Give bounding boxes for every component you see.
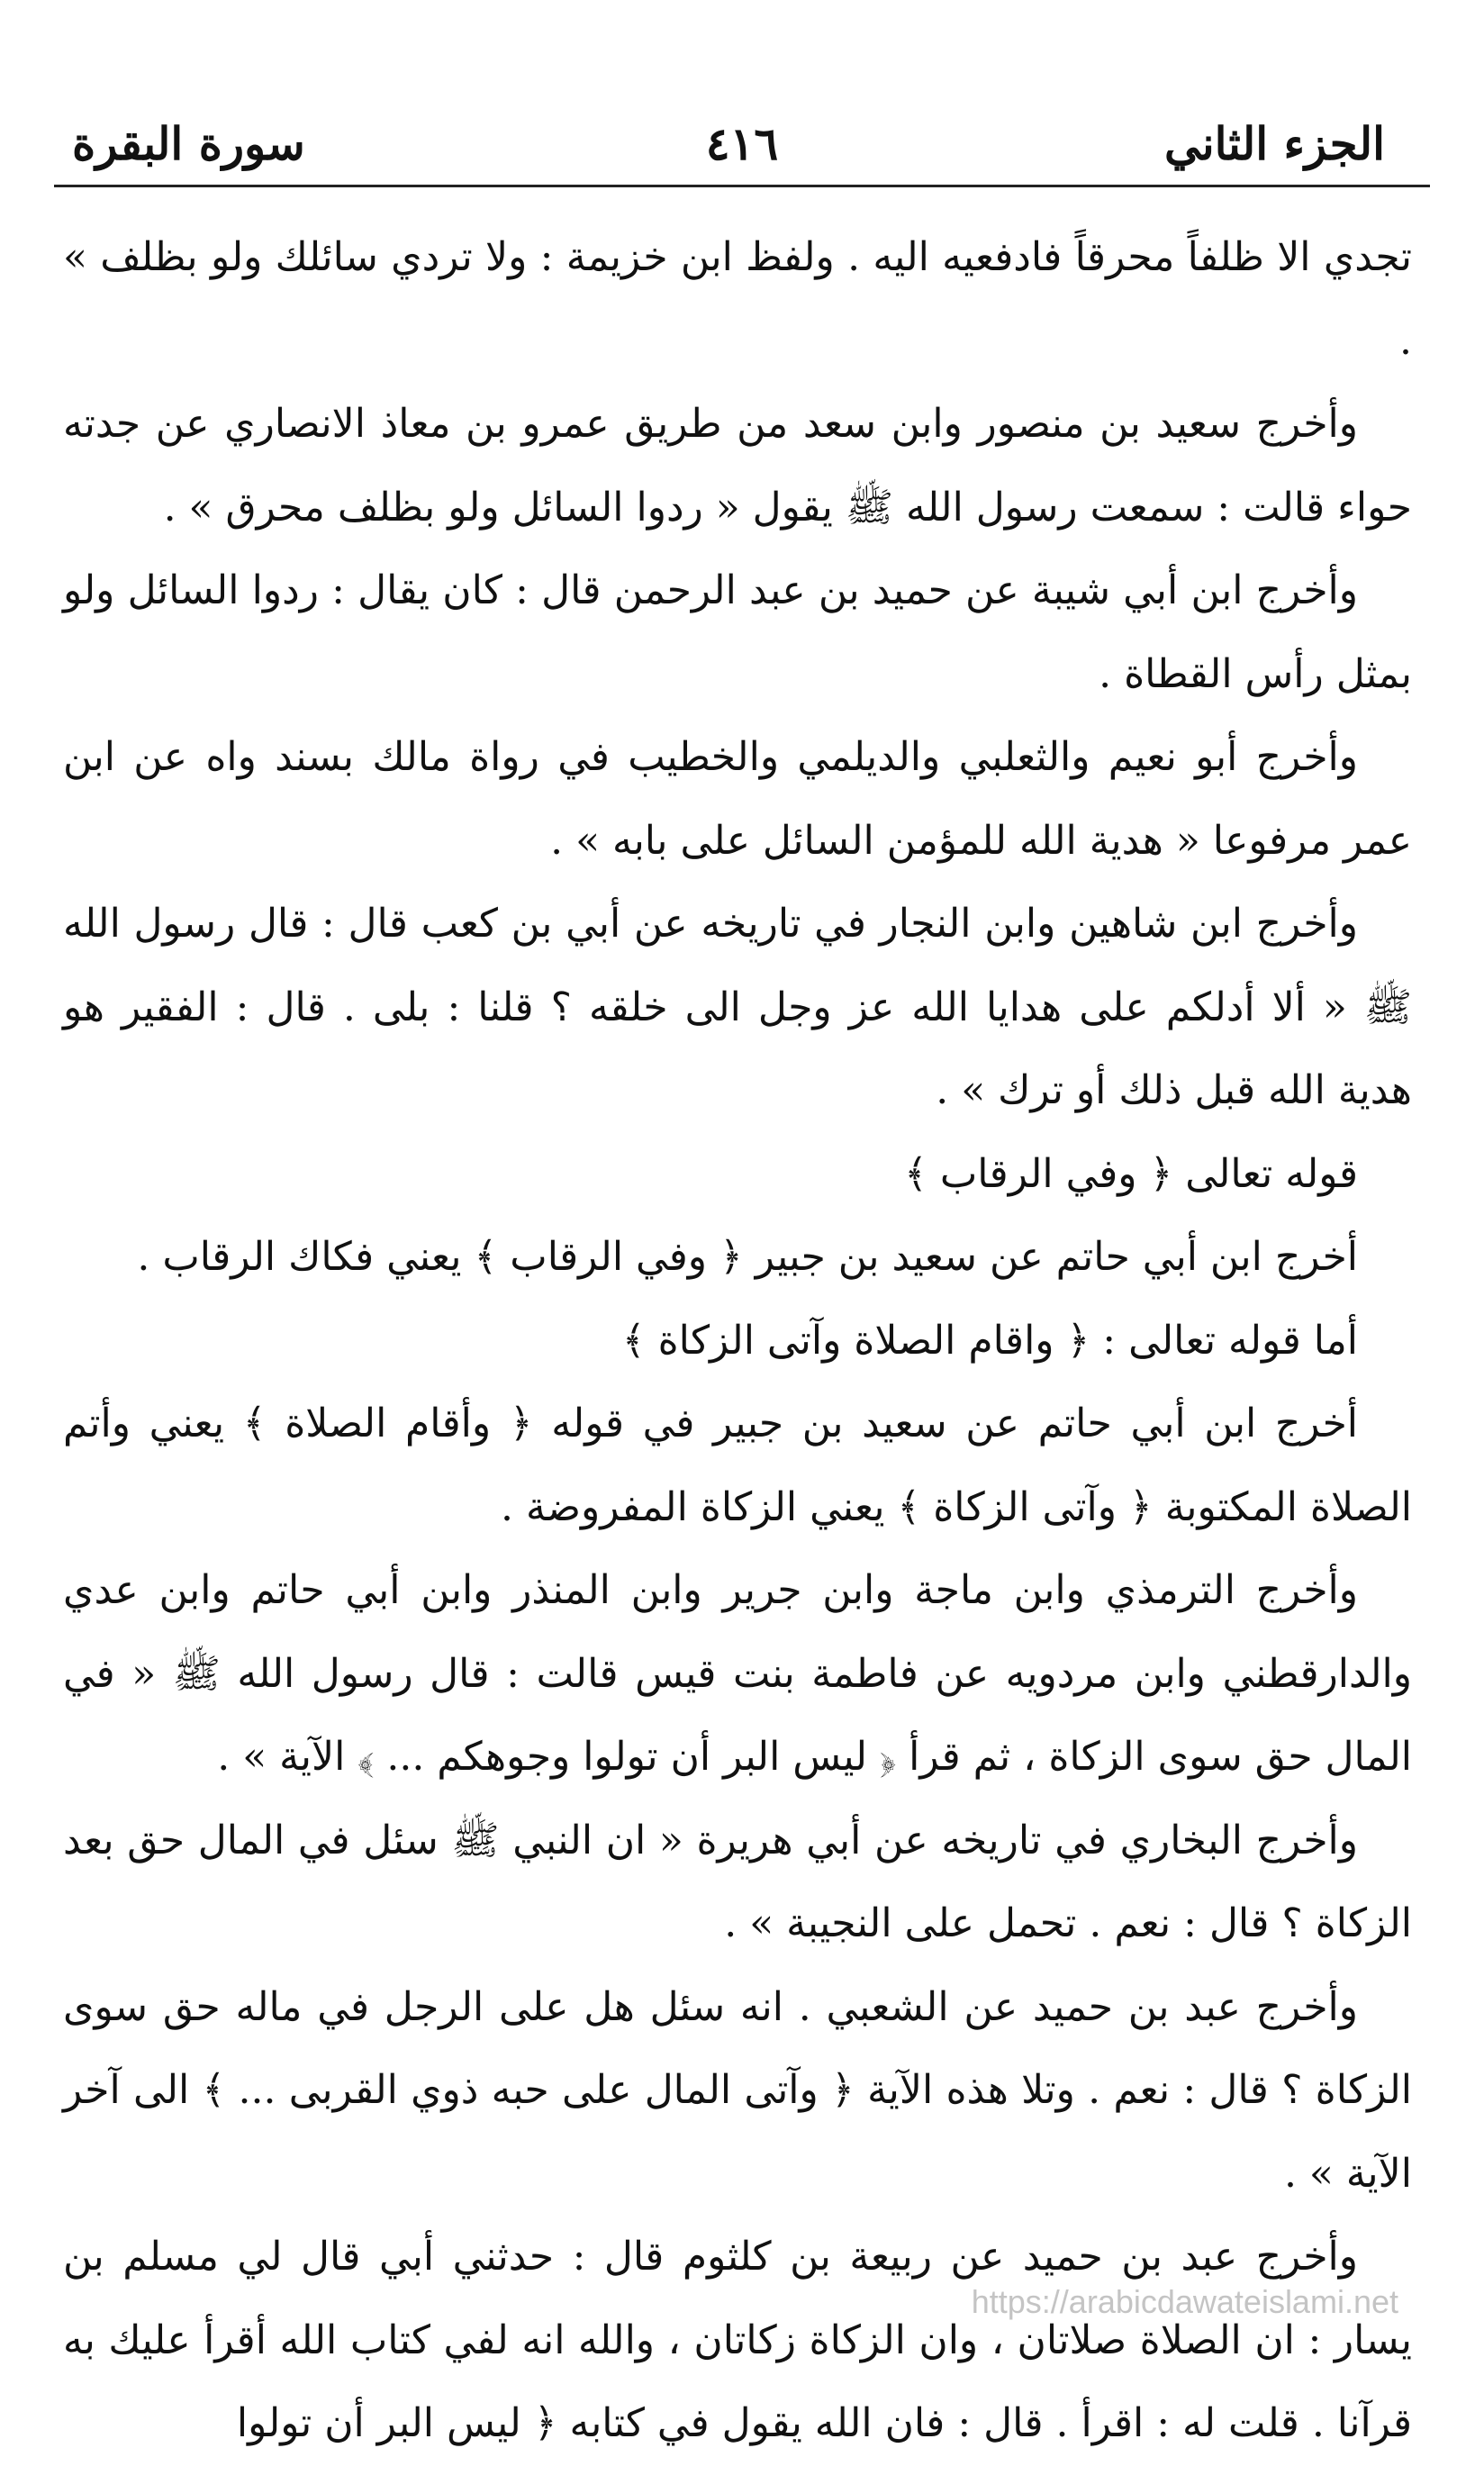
paragraph: وأخرج ابن شاهين وابن النجار في تاريخه عن أبي بن كعب قال : قال رسول الله ﷺ « ألا أدلكم على هدايا الله عز وجل الى خلقه ؟ قلنا : بلى . قال : الفقير هو هدية الله قبل ذلك أو ترك » . [63, 901, 1412, 1113]
paragraph: أخرج ابن أبي حاتم عن سعيد بن جبير في قوله ﴿ وأقام الصلاة ﴾ يعني وأتم الصلاة المكتوبة ﴿ وآتى الزكاة ﴾ يعني الزكاة المفروضة . [63, 1401, 1412, 1530]
paragraph: وأخرج الترمذي وابن ماجة وابن جرير وابن المنذر وابن أبي حاتم وابن عدي والدارقطني وابن مردويه عن فاطمة بنت قيس قالت : قال رسول الله ﷺ « في المال حق سوى الزكاة ، ثم قرأ ﴿ ليس البر أن تولوا وجوهكم ... ﴾ الآية » . [63, 1567, 1412, 1780]
paragraph: تجدي الا ظلفاً محرقاً فادفعيه اليه . ولفظ ابن خزيمة : ولا تردي سائلك ولو بظلف » . [63, 234, 1412, 364]
paragraph: وأخرج البخاري في تاريخه عن أبي هريرة « ان النبي ﷺ سئل في المال حق بعد الزكاة ؟ قال : نعم . تحمل على النجيبة » . [63, 1817, 1412, 1946]
paragraph: وأخرج عبد بن حميد عن الشعبي . انه سئل هل على الرجل في ماله حق سوى الزكاة ؟ قال : نعم . وتلا هذه الآية ﴿ وآتى المال على حبه ذوي القربى ... ﴾ الى آخر الآية » . [63, 1983, 1412, 2197]
paragraph: قوله تعالى ﴿ وفي الرقاب ﴾ [904, 1150, 1358, 1197]
paragraph: أخرج ابن أبي حاتم عن سعيد بن جبير ﴿ وفي الرقاب ﴾ يعني فكاك الرقاب . [137, 1234, 1358, 1280]
surah-title: سورة البقرة [72, 117, 305, 170]
paragraph: وأخرج أبو نعيم والثعلبي والديلمي والخطيب في رواة مالك بسند واه عن ابن عمر مرفوعا « هدية الله للمؤمن السائل على بابه » . [63, 734, 1412, 864]
page-header [63, 108, 1421, 180]
watermark-url: https://arabicdawateislami.net [971, 2283, 1398, 2320]
part-title: الجزء الثاني [1164, 117, 1385, 170]
paragraph: وأخرج عبد بن حميد عن ربيعة بن كلثوم قال : حدثني أبي قال لي مسلم بن يسار : ان الصلاة صلاتان ، وان الزكاة زكاتان ، والله انه لفي كتاب الله أقرأ عليك به قرآنا . قلت له : اقرأ . قال : فان الله يقول في كتابه ﴿ ليس البر أن تولوا [63, 2234, 1412, 2446]
paragraph: أما قوله تعالى : ﴿ واقام الصلاة وآتى الزكاة ﴾ [621, 1317, 1358, 1364]
page-body [63, 216, 1412, 2466]
paragraph: وأخرج ابن أبي شيبة عن حميد بن عبد الرحمن قال : كان يقال : ردوا السائل ولو بمثل رأس القطاة . [63, 567, 1412, 697]
paragraph: وأخرج سعيد بن منصور وابن سعد من طريق عمرو بن معاذ الانصاري عن جدته حواء قالت : سمعت رسول الله ﷺ يقول « ردوا السائل ولو بظلف محرق » . [63, 401, 1412, 530]
header-divider [54, 185, 1430, 187]
page-number: ٤١٦ [705, 117, 779, 170]
